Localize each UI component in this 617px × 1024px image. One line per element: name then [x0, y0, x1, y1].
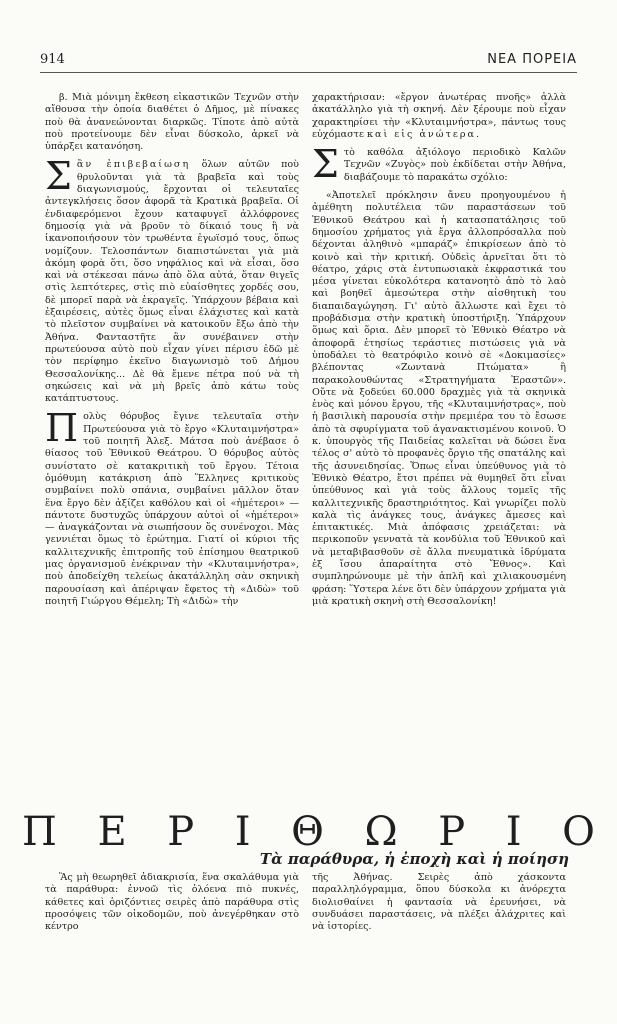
emphasis-lead: ἂν ἐπιβεβαίωση: [76, 159, 191, 171]
section-title-letter: Ι: [234, 809, 251, 855]
header-rule: [40, 72, 577, 73]
section-subtitle: Τὰ παράθυρα, ἡ ἐποχὴ καὶ ἡ ποίηση: [259, 850, 569, 868]
journal-title: ΝΕΑ ΠΟΡΕΙΑ: [487, 52, 577, 67]
bottom-left-paragraph: Ἂς μὴ θεωρηθεῖ ἀδιακρισία, ἕνα σκαλάθυμα γιὰ τὰ παράθυρα: ἐννοῶ τὶς ὁλόενα πιὸ πυκνές, κάθετες καὶ ὁριζόντιες σειρὲς ἀπὸ παράθυρα στὶς προσόψεις τῶν οἰκοδομῶν, ποὺ ἀνεγέρθηκαν στὸ κέντρο: [45, 872, 299, 933]
section-title-letter: Ω: [364, 809, 398, 855]
paragraph-text: χαρακτήρισαν: «ἔργον ἀνωτέρας πνοῆς» ἀλλὰ ἀκατάλληλο γιὰ τὴ σκηνή. Δὲν ξέρουμε ποὺ εἶχαν χαρακτηρίσει τὴν «Κλυταιμνήστρα», πάντως τους εὐχόμαστε: [312, 92, 566, 140]
right-paragraph-2: [312, 142, 566, 187]
left-column: [45, 92, 299, 614]
section-title-letter: Ε: [97, 809, 127, 855]
right-column: [312, 92, 566, 614]
drop-cap: Π: [45, 406, 79, 451]
section-title-letter: Ρ: [167, 809, 195, 855]
page-number: 914: [40, 52, 65, 67]
right-paragraph-3: «Ἀποτελεῖ πρόκλησιν ἄνευ προηγουμένου ἡ ἀμέθητη πολυτέλεια τῶν παραστάσεων τοῦ Ἐθνικοῦ Θεάτρου καὶ ἡ κατασπατάλησις τοῦ δημοσίου χρήματος γιὰ ἔργα ἀλλοπρόσαλλα ποὺ δέχονται ἀληθινὸ «μπαράζ» ἐπικρίσεων ἀπὸ τὸ κοινὸ καὶ τὴν κριτική. Οὐδεὶς ἀρνεῖται ὅτι τὸ θέατρο, χάρις στὰ ἐντυπωσιακὰ ἐκφραστικά του μέσα γίνεται εὐκολότερα κατανοητὸ ἀπὸ τὸ λαὸ καὶ βοηθεῖ ἀμεσώτερα στὴν αἰσθητικὴ του διαπαιδαγώγηση. Γι' αὐτὸ ἄλλωστε καὶ ἔχει τὸ προβάδισμα στὴν κρατικὴ ὑποστήριξη. Ὑπάρχουν ὅμως καὶ ὅρια. Δὲν μπορεῖ τὸ Ἐθνικὸ Θέατρο νὰ ἀποφορᾶ ἐτησίως τεράστιες πιστώσεις γιὰ νὰ ὑποδάλει τὸ θεατρόφιλο κοινὸ σὲ «Δοκιμασίες» βλέποντας «Ζωντανὰ Πτώματα» ἢ παρακολουθώντας «Στρατηγήματα Ἐραστῶν». Οὔτε νὰ ξοδεύει 60.000 δραχμὲς γιὰ τὰ σκηνικὰ ἑνὸς καὶ μόνου ἔργου, τῆς «Κλυταιμνήστρας», ποὺ ἡ βασιλικὴ παρουσία στὴν πρεμιέρα του τὸ ἔσωσε ἀπὸ τὰ σφυρίγματα τοῦ ἀγανακτισμένου κοινοῦ. Ὁ κ. ὑπουργὸς τῆς Παιδείας καλεῖται νὰ δώσει ἕνα τέλος σ' αὐτὸ τὸ προφανὲς ὄργιο τῆς σπατάλης καὶ τῆς ἀσυνειδησίας. Ὅπως εἶναι ὑπεύθυνος γιὰ τὸ Ἐθνικὸ Θέατρο, ἔτσι πρέπει νὰ θυμηθεῖ ὅτι εἶναι ὑπεύθυνος καὶ γιὰ τοὺς ἄλλους τομεῖς τῆς καλλιτεχνικῆς δραστηριότητος. Καὶ γνωρίζει πολὺ καλὰ τὶς ἀνάγκες τους, ἀνάγκες ἄμεσες καὶ ἐπιτακτικές. Μιὰ ἀπόφασις χρειάζεται: νὰ περικοποῦν γεννατὰ τὰ κονδύλια τοῦ Ἐθνικοῦ καὶ νὰ μεταβιβασθοῦν σὲ ἄλλα πνευματικὰ ἱδρύματα ἐξ ἴσου ἀπαραίτητα στὸ Ἔθνος». Καὶ συμπληρώνουμε μὲ τὴν ἁπλῆ καὶ χιλιακουσμένη φράση: Ὕστερα λένε ὅτι δὲν ὑπάρχουν χρήματα γιὰ μιὰ κρατικὴ σκηνὴ στὴ Θεσσαλονίκη!: [312, 190, 566, 607]
emphasis-text: καὶ εἰς ἀνώτερα.: [367, 128, 482, 140]
section-title-letter: Ρ: [438, 809, 466, 855]
paragraph-text: τὸ καθόλα ἀξιόλογο περιοδικὸ Καλῶν Τεχνῶν «Ζυγὸς» ποὺ ἐκδίδεται στὴν Ἀθήνα, διαβάζουμε τὸ παρακάτω σχόλιο:: [343, 147, 566, 183]
section-title-letter: Θ: [291, 809, 324, 855]
left-paragraph-1: β. Μιὰ μόνιμη ἔκθεση εἰκαστικῶν Τεχνῶν στὴν αἴθουσα τὴν ὁποία διαθέτει ὁ Δῆμος, μὲ πίνακες ποὺ θὰ ἀνανεώνονται διαρκῶς. Τίποτε ἀπὸ αὐτὰ ποὺ προτείνουμε δὲν εἶναι δύσκολο, ἀρκεῖ νὰ ὑπάρξει κατανόηση.: [45, 92, 299, 153]
bottom-right-column: [312, 872, 566, 939]
left-paragraph-3: [45, 406, 299, 608]
bottom-left-column: [45, 872, 299, 939]
left-paragraph-2: [45, 154, 299, 405]
section-title-letter: Π: [22, 809, 57, 855]
section-title-letter: Ο: [562, 809, 595, 855]
page-header: [40, 52, 577, 70]
paragraph-text: ολὺς θόρυβος ἔγινε τελευταῖα στὴν Πρωτεύουσα γιὰ τὸ ἔργο «Κλυταιμνήστρα» τοῦ ποιητῆ Ἀλεξ. Μάτσα ποὺ ἀνέβασε ὁ θίασος τοῦ Ἐθνικοῦ Θεάτρου. Ὁ θόρυβος αὐτὸς συνίστατο σὲ κατακριτικὴ τοῦ ἔργου. Τέτοια ὁμόθυμη κατάκριση ἀπὸ Ἕλληνες κριτικοὺς συμβαίνει πολὺ σπάνια, συμβαίνει μᾶλλον ὅταν ἕνα ἔργο δὲν ἀξίζει καθόλου καὶ οἱ «ἡμέτεροι» — πάντοτε δυστυχῶς ὑπάρχουν αὐτοὶ οἱ «ἡμέτεροι» — ἀναγκάζονται νὰ σιωπήσουν ὅς συνένοχοι. Μὰς γεννιέται ὅμως τὸ ἐρώτημα. Γιατί οἱ κύριοι τῆς καλλιτεχνικῆς ἐπιτροπῆς τοῦ ἐπίσημου θεατρικοῦ μας ὀργανισμοῦ ἐνέκριναν τὴν «Κλυταιμνήστρα», ποὺ ἀποδείχθη τελείως ἀκατάλληλη σὰν σκηνικὴ παρουσίαση καὶ ἀπέριψαν ἔφετος τὴ «Διδὼ» τοῦ ποιητῆ Γιώργου Θέμελη; Τὴ «Διδὼ» τὴν: [45, 411, 299, 607]
bottom-right-paragraph: τῆς Ἀθήνας. Σειρὲς ἀπὸ χάσκοντα παραλληλόγραμμα, ὅπου δύσκολα κι ἀνόρεχτα διολισθαίνει ἡ φαντασία νὰ ἐρευνήσει, νὰ συνδυάσει παραστάσεις, νὰ πλέξει ἀλάχριτες καὶ νὰ ἱστορίες.: [312, 872, 566, 933]
drop-cap: Σ: [45, 154, 72, 199]
paragraph-text: ὅλων αὐτῶν ποὺ θρυλοῦνται γιὰ τὰ βραβεῖα καὶ τοὺς διαγωνισμούς, ἔρχονται οἱ τελευταῖες ἀντεγκλήσεις ὅσον ἀφορᾶ τὰ Κρατικὰ βραβεῖα. Οἱ ἐνδιαφερόμενοι ἔχουν καταφυγεῖ ἀλλόφρονες δημοσίᾳ γιὰ νὰ βροῦν τὸ δίκαιό τους ἢ νὰ ἱκανοποιήσουν τὸν τρωθέντα ἐγωϊσμό τους, ὅπως νομίζουν. Τελοσπάντων διαπιστώνεται γιὰ μιὰ ἀκόμη φορὰ ὅτι, ὅσο νηφάλιος καὶ νὰ εἶσαι, ὅσο καὶ νὰ στέκεσαι πάνω ἀπὸ ὅλα αὐτά, ὅταν θιγεῖς στὶς λεπτότερες, στὶς πιὸ εὐαίσθητες χορδές σου, δὲ μπορεῖ παρὰ νὰ ἐκραγεῖς. Ὑπάρχουν βέβαια καὶ ἐξαιρέσεις, αὐτὲς ὅμως εἶναι ἐλάχιστες καὶ κατὰ τὸ πλεῖστον συμβαίνει νὰ κατοικοῦν ἔξω ἀπὸ τὴν Ἀθήνα. Φανταστῆτε ἂν συνέβαινεν στὴν πρωτεύουσα αὐτὸ ποὺ εἶχαν γίνει πέρισυ ἐδῶ μὲ τὸν περίφημο ἐκεῖνο διαγωνισμὸ τοῦ Δήμου Θεσσαλονίκης... Δὲ θὰ ἔμενε πέτρα πού νὰ τὴ σηκώσεις καὶ νὰ μὴ βρεῖς ἀπὸ κάτω τοὺς κατάπτυστους.: [45, 159, 299, 405]
section-title-letter: Ι: [505, 809, 522, 855]
right-paragraph-1: [312, 92, 566, 141]
drop-cap: Σ: [312, 142, 339, 187]
